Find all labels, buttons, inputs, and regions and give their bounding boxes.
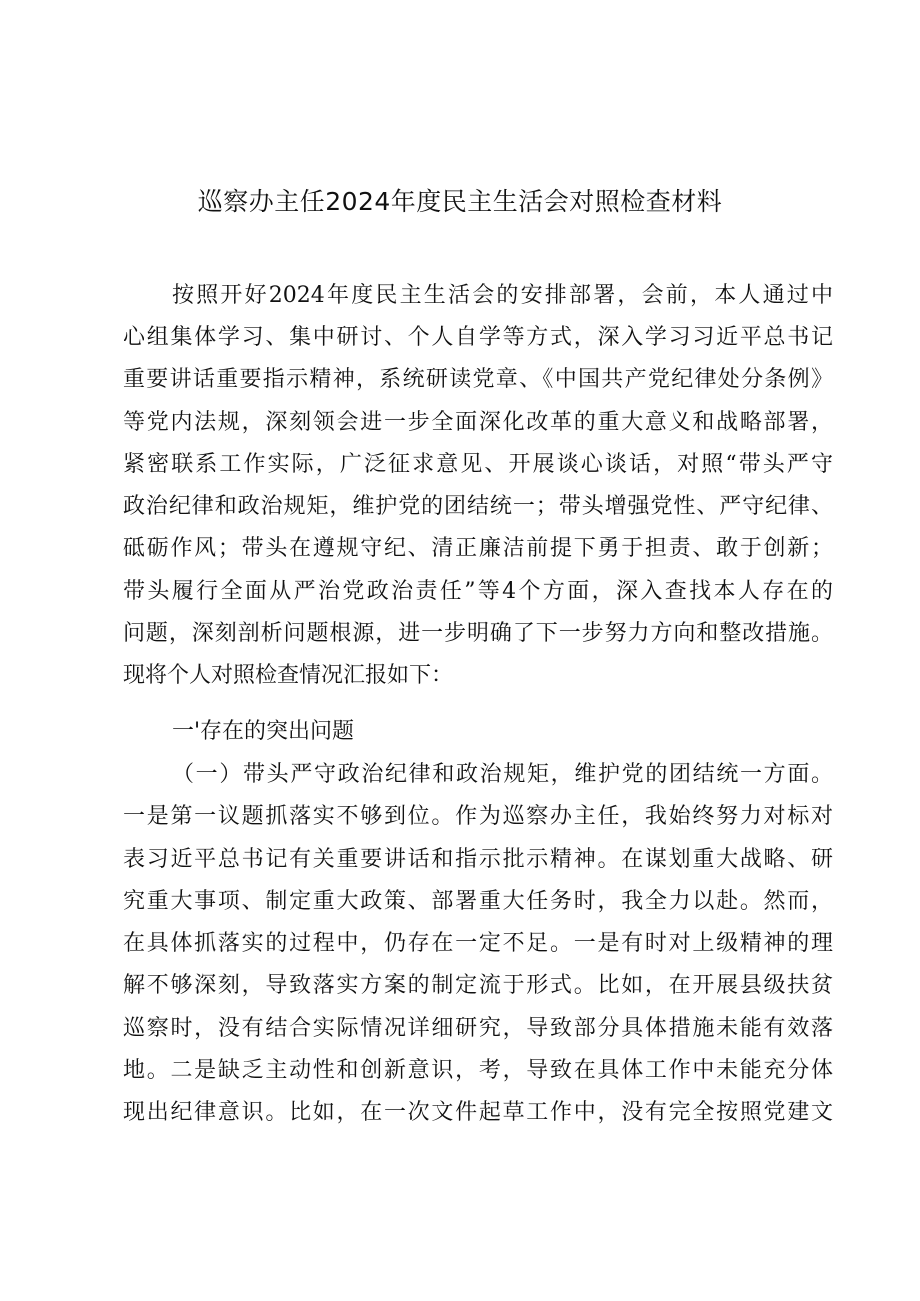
section-line: 在具体抓落实的过程中，仍存在一定不足。一是有时对上级精神的理 [123,931,833,956]
section-line: 地。二是缺乏主动性和创新意识，考，导致在具体工作中未能充分体 [123,1058,833,1083]
section-line: 究重大事项、制定重大政策、部署重大任务时，我全力以赴。然而， [123,889,833,914]
intro-line: 政治纪律和政治规矩，维护党的团结统一；带头增强党性、严守纪律、 [123,494,833,519]
intro-line: 按照开好2024年度民主生活会的安排部署，会前，本人通过中 [172,283,833,308]
section-line: 巡察时，没有结合实际情况详细研究，导致部分具体措施未能有效落 [123,1016,833,1041]
section-line: 一是第一议题抓落实不够到位。作为巡察办主任，我始终努力对标对 [123,804,833,829]
intro-line: 心组集体学习、集中研讨、个人自学等方式，深入学习习近平总书记 [123,325,833,350]
section-heading: 一'存在的突出问题 [172,719,355,744]
section-line: 现出纪律意识。比如，在一次文件起草工作中，没有完全按照党建文 [123,1100,833,1125]
intro-line: 砥砺作风；带头在遵规守纪、清正廉洁前提下勇于担责、敢于创新； [123,536,833,561]
intro-line: 问题，深刻剖析问题根源，进一步明确了下一步努力方向和整改措施。 [123,621,833,646]
intro-line: 现将个人对照检查情况汇报如下： [123,663,454,688]
intro-line: 紧密联系工作实际，广泛征求意见、开展谈心谈话，对照“带头严守 [123,452,833,477]
intro-line: 重要讲话重要指示精神，系统研读党章、《中国共产党纪律处分条例》 [123,367,833,392]
document-title: 巡察办主任2024年度民主生活会对照检查材料 [197,187,723,216]
section-line: 解不够深刻，导致落实方案的制定流于形式。比如，在开展县级扶贫 [123,973,833,998]
intro-line: 带头履行全面从严治党政治责任”等4个方面，深入查找本人存在的 [123,579,833,604]
intro-line: 等党内法规，深刻领会进一步全面深化改革的重大意义和战略部署， [123,410,833,435]
section-line: （一）带头严守政治纪律和政治规矩，维护党的团结统一方面。 [172,762,833,787]
section-line: 表习近平总书记有关重要讲话和指示批示精神。在谋划重大战略、研 [123,847,833,872]
